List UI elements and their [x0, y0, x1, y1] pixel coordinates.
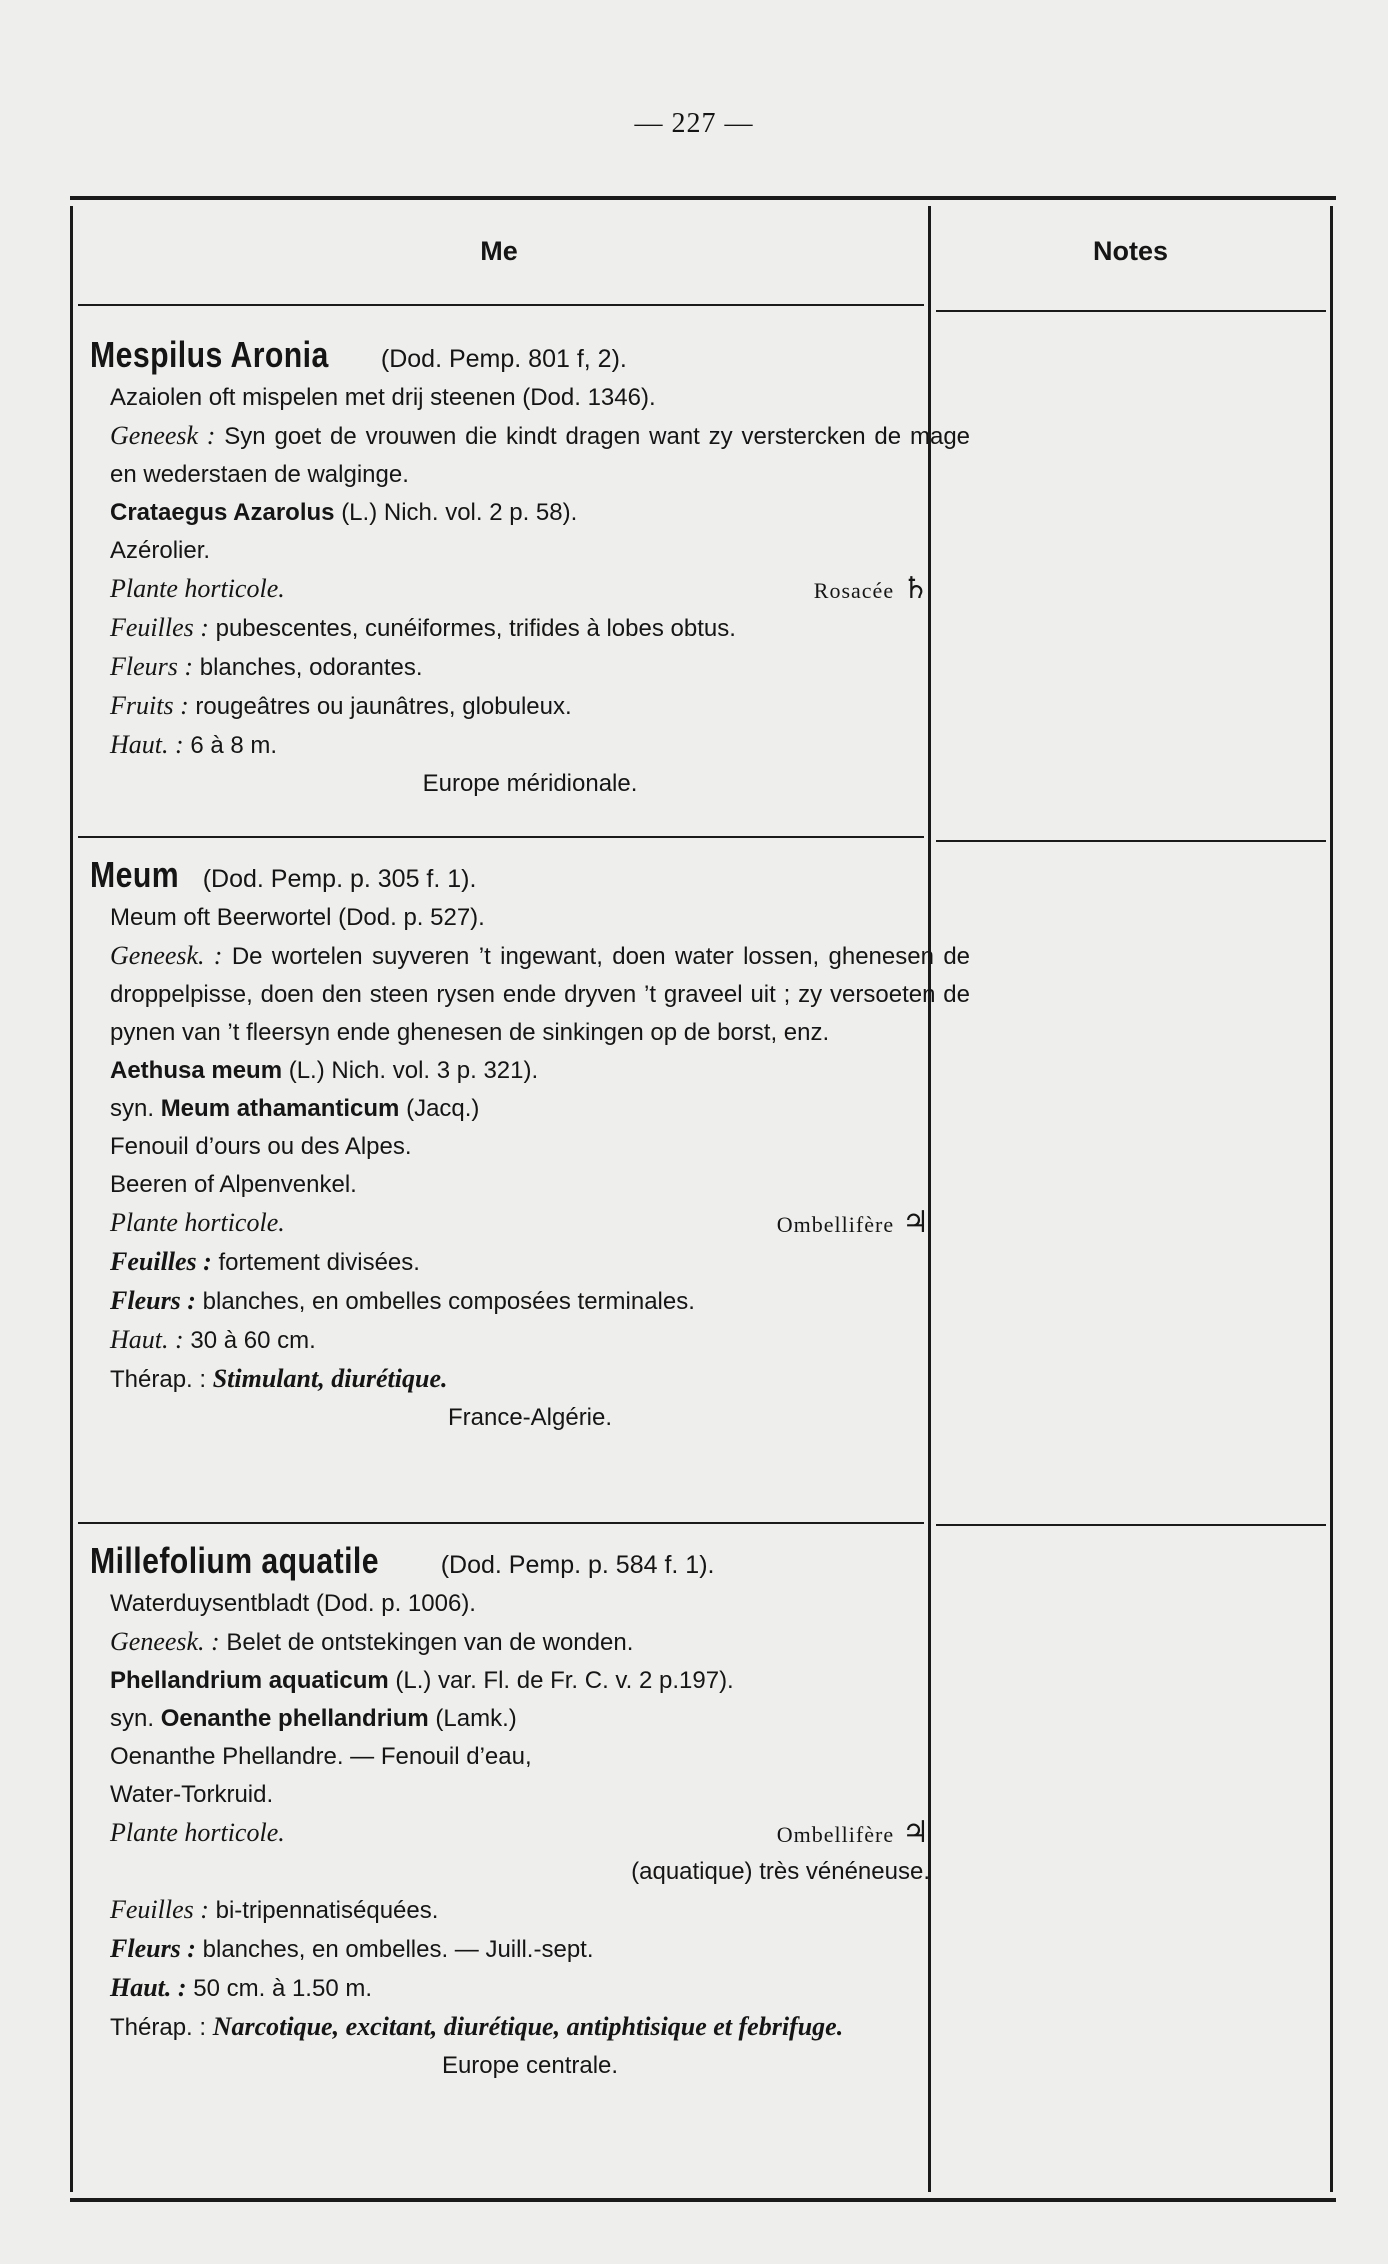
row-rule-1-main: [78, 836, 924, 838]
entry-plante: Plante horticole.: [110, 574, 285, 603]
entry-title: Meum: [90, 854, 180, 895]
header-rule-main: [78, 304, 924, 306]
entry-reference: (Dod. Pemp. p. 584 f. 1).: [440, 1551, 715, 1579]
entry-haut: 30 à 60 cm.: [190, 1327, 316, 1354]
herbal-table: [70, 196, 1336, 2202]
entry-common-name-dutch: Water-Torkruid.: [110, 1781, 274, 1808]
entry-common-name: Fenouil d’ours ou des Alpes.: [110, 1133, 412, 1160]
row-rule-2-notes: [936, 1524, 1326, 1526]
entry-common-name: Oenanthe Phellandre. — Fenouil d’eau,: [110, 1743, 532, 1770]
entry-geneesk: Geneesk. : De wortelen suyveren ’t ingewant, doen water lossen, ghenesen de droppelpisse, doen den steen rysen ende dryven ’t graveel uit ; zy versoeten de pynen van ’t fleersyn ende ghenesen de sinkingen op de borst, enz.: [110, 941, 971, 1046]
entry-therap: Narcotique, excitant, diurétique, antiphtisique et febrifuge.: [212, 2012, 844, 2041]
entry-geneesk: Geneesk : Syn goet de vrouwen die kindt dragen want zy verstercken de mage en wederstaen de walginge.: [110, 421, 971, 488]
entry-plante: Plante horticole.: [110, 1208, 285, 1237]
entry-family: Ombellifère ♃: [776, 1206, 930, 1239]
entry-fruits: rougeâtres ou jaunâtres, globuleux.: [195, 693, 572, 720]
row-rule-2-main: [78, 1522, 924, 1524]
perennial-symbol-icon: ♃: [902, 1816, 930, 1849]
entry-geneesk: Geneesk. : Belet de ontstekingen van de wonden.: [110, 1627, 634, 1656]
entry-meum: Meum (Dod. Pemp. p. 305 f. 1). Meum oft Beerwortel (Dod. p. 527). Geneesk. : De wortelen suyveren ’t ingewant, doen water lossen, ghenesen de droppelpisse, doen den steen rysen ende dryven ’t graveel uit ; zy versoeten de pynen van ’t fleersyn ende ghenesen de sinkingen op de borst, enz. Aethusa meum (L.) Nich. vol. 3 p. 321). syn. Meum athamanticum (Jacq.) Fenouil d’ours ou des Alpes. Beeren of Alpenvenkel. Plante horticole. Ombellifère ♃ Feuilles : fortement divisées. Fleurs : blanches, en ombelles composées terminales. Haut. : 30 à 60 cm. Thérap. : Stimulant, diurétique. France-Algérie.: [90, 856, 970, 1437]
table-right-border: [1330, 206, 1333, 2192]
entry-haut: 6 à 8 m.: [190, 732, 278, 759]
entry-region: Europe méridionale.: [422, 770, 638, 797]
entry-dutch-name: Meum oft Beerwortel (Dod. p. 527).: [110, 904, 485, 931]
entry-therap: Stimulant, diurétique.: [212, 1364, 448, 1393]
entry-family-note: (aquatique) très vénéneuse.: [631, 1858, 930, 1885]
entry-feuilles: pubescentes, cunéiformes, trifides à lobes obtus.: [215, 615, 736, 642]
row-rule-1-notes: [936, 840, 1326, 842]
entry-fleurs: blanches, en ombelles. — Juill.-sept.: [202, 1936, 594, 1963]
entry-millefolium: Millefolium aquatile (Dod. Pemp. p. 584 f. 1). Waterduysentbladt (Dod. p. 1006). Geneesk. : Belet de ontstekingen van de wonden. Phellandrium aquaticum (L.) var. Fl. de Fr. C. v. 2 p.197). syn. Oenanthe phellandrium (Lamk.) Oenanthe Phellandre. — Fenouil d’eau, Water-Torkruid. Plante horticole. Ombellifère ♃ (aquatique) très vénéneuse. Feuilles : bi-tripennatiséquées. Fleurs : blanches, en ombelles. — Juill.-sept. Haut. : 50 cm. à 1.50 m. Thérap. : Narcotique, excitant, diurétique, antiphtisique et febrifuge. Europe centrale.: [90, 1542, 970, 2085]
entry-region: Europe centrale.: [441, 2052, 619, 2079]
entry-dutch-name: Waterduysentbladt (Dod. p. 1006).: [110, 1590, 476, 1617]
entry-fleurs: blanches, en ombelles composées terminales.: [202, 1288, 695, 1315]
table-left-border: [70, 206, 73, 2192]
shrub-symbol-icon: ♄: [902, 572, 930, 605]
header-rule-notes: [936, 310, 1326, 312]
column-header-notes: Notes: [1092, 236, 1168, 266]
entry-family: Rosacée ♄: [813, 572, 930, 605]
entry-region: France-Algérie.: [447, 1404, 613, 1431]
entry-common-name-dutch: Beeren of Alpenvenkel.: [110, 1171, 357, 1198]
perennial-symbol-icon: ♃: [902, 1206, 930, 1239]
entry-title: Millefolium aquatile: [90, 1540, 379, 1581]
entry-reference: (Dod. Pemp. p. 305 f. 1).: [202, 865, 477, 893]
entry-common-name: Azérolier.: [110, 537, 211, 564]
column-header-main: Me: [480, 236, 518, 266]
entry-title: Mespilus Aronia: [90, 334, 329, 375]
entry-haut: 50 cm. à 1.50 m.: [193, 1975, 372, 2002]
entry-synonym: Oenanthe phellandrium: [160, 1705, 429, 1732]
entry-latin-name: Crataegus Azarolus: [110, 499, 335, 526]
entry-reference: (Dod. Pemp. 801 f, 2).: [380, 345, 627, 373]
entry-family: Ombellifère ♃: [776, 1816, 930, 1849]
entry-mespilus: Mespilus Aronia (Dod. Pemp. 801 f, 2). Azaiolen oft mispelen met drij steenen (Dod. 1346). Geneesk : Syn goet de vrouwen die kindt dragen want zy verstercken de mage en wederstaen de walginge. Crataegus Azarolus (L.) Nich. vol. 2 p. 58). Azérolier. Plante horticole. Rosacée ♄ Feuilles : pubescentes, cunéiformes, trifides à lobes obtus. Fleurs : blanches, odorantes. Fruits : rougeâtres ou jaunâtres, globuleux. Haut. : 6 à 8 m. Europe méridionale.: [90, 336, 970, 803]
entry-feuilles: fortement divisées.: [218, 1249, 420, 1276]
entry-latin-name: Phellandrium aquaticum: [110, 1667, 389, 1694]
entry-fleurs: blanches, odorantes.: [199, 654, 423, 681]
entry-synonym: Meum athamanticum: [160, 1095, 400, 1122]
entry-feuilles: bi-tripennatiséquées.: [215, 1897, 439, 1924]
entry-dutch-name: Azaiolen oft mispelen met drij steenen (Dod. 1346).: [110, 384, 656, 411]
page-number: — 227 —: [634, 108, 754, 139]
entry-plante: Plante horticole.: [110, 1818, 285, 1847]
entry-latin-name: Aethusa meum: [110, 1057, 283, 1084]
